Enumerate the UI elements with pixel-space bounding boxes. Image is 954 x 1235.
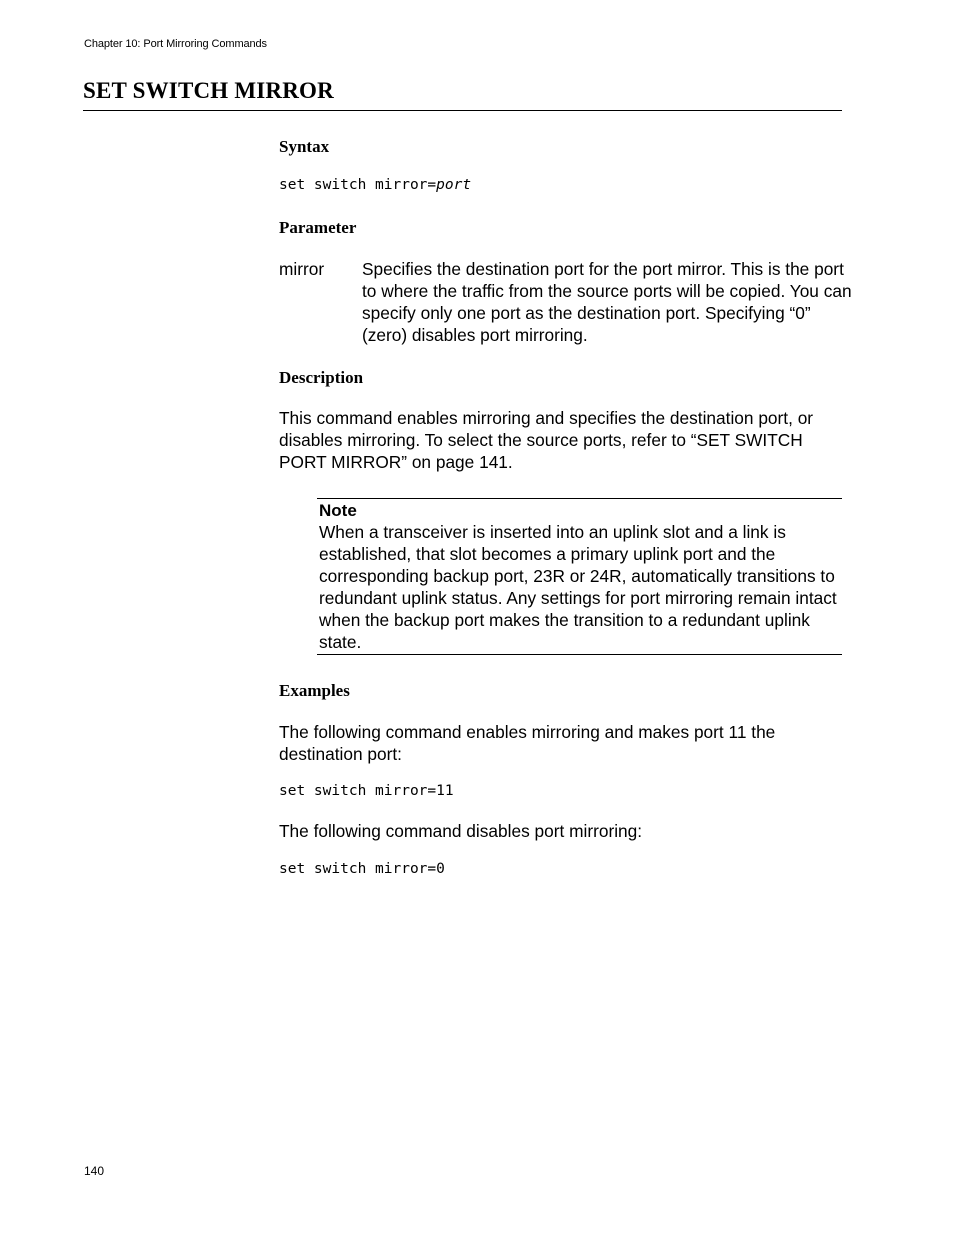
description-heading: Description: [279, 368, 364, 387]
example-2-intro: The following command disables port mirroring:: [279, 821, 643, 841]
note-rule-bottom: [317, 654, 842, 655]
syntax-heading: Syntax: [279, 137, 330, 156]
running-header: Chapter 10: Port Mirroring Commands: [84, 38, 267, 50]
title-rule: [83, 110, 842, 111]
description-text: This command enables mirroring and specifies the destination port, or disables mirroring. To select the source ports, refer to “SET SWITCH PORT MIRROR” on page 141.: [279, 408, 814, 472]
example-1-code: set switch mirror=11: [279, 783, 454, 799]
examples-heading: Examples: [279, 681, 350, 700]
syntax-command-text: set switch mirror=: [279, 177, 437, 193]
parameter-heading: Parameter: [279, 218, 357, 237]
note-label: Note: [319, 501, 357, 520]
note-rule-top: [317, 498, 842, 499]
note-text: When a transceiver is inserted into an uplink slot and a link is established, that slot becomes a primary uplink port and the corresponding backup port, 23R or 24R, automatically transitions to redundant uplink status. Any settings for port mirroring remain intact when the backup port makes the transition to a redundant uplink state.: [319, 522, 837, 652]
example-1-intro: The following command enables mirroring and makes port 11 the destination port:: [279, 722, 776, 764]
parameter-description: Specifies the destination port for the port mirror. This is the port to where the traffic from the source ports will be copied. You can specify only one port as the destination port. Specifying “0” (zero) disables port mirroring.: [362, 259, 852, 345]
syntax-command: [279, 177, 471, 193]
parameter-name: mirror: [279, 259, 325, 279]
example-2-code: set switch mirror=0: [279, 861, 445, 877]
syntax-argument: port: [436, 177, 472, 193]
page-title: SET SWITCH MIRROR: [83, 78, 334, 103]
page-number: 140: [84, 1164, 105, 1178]
